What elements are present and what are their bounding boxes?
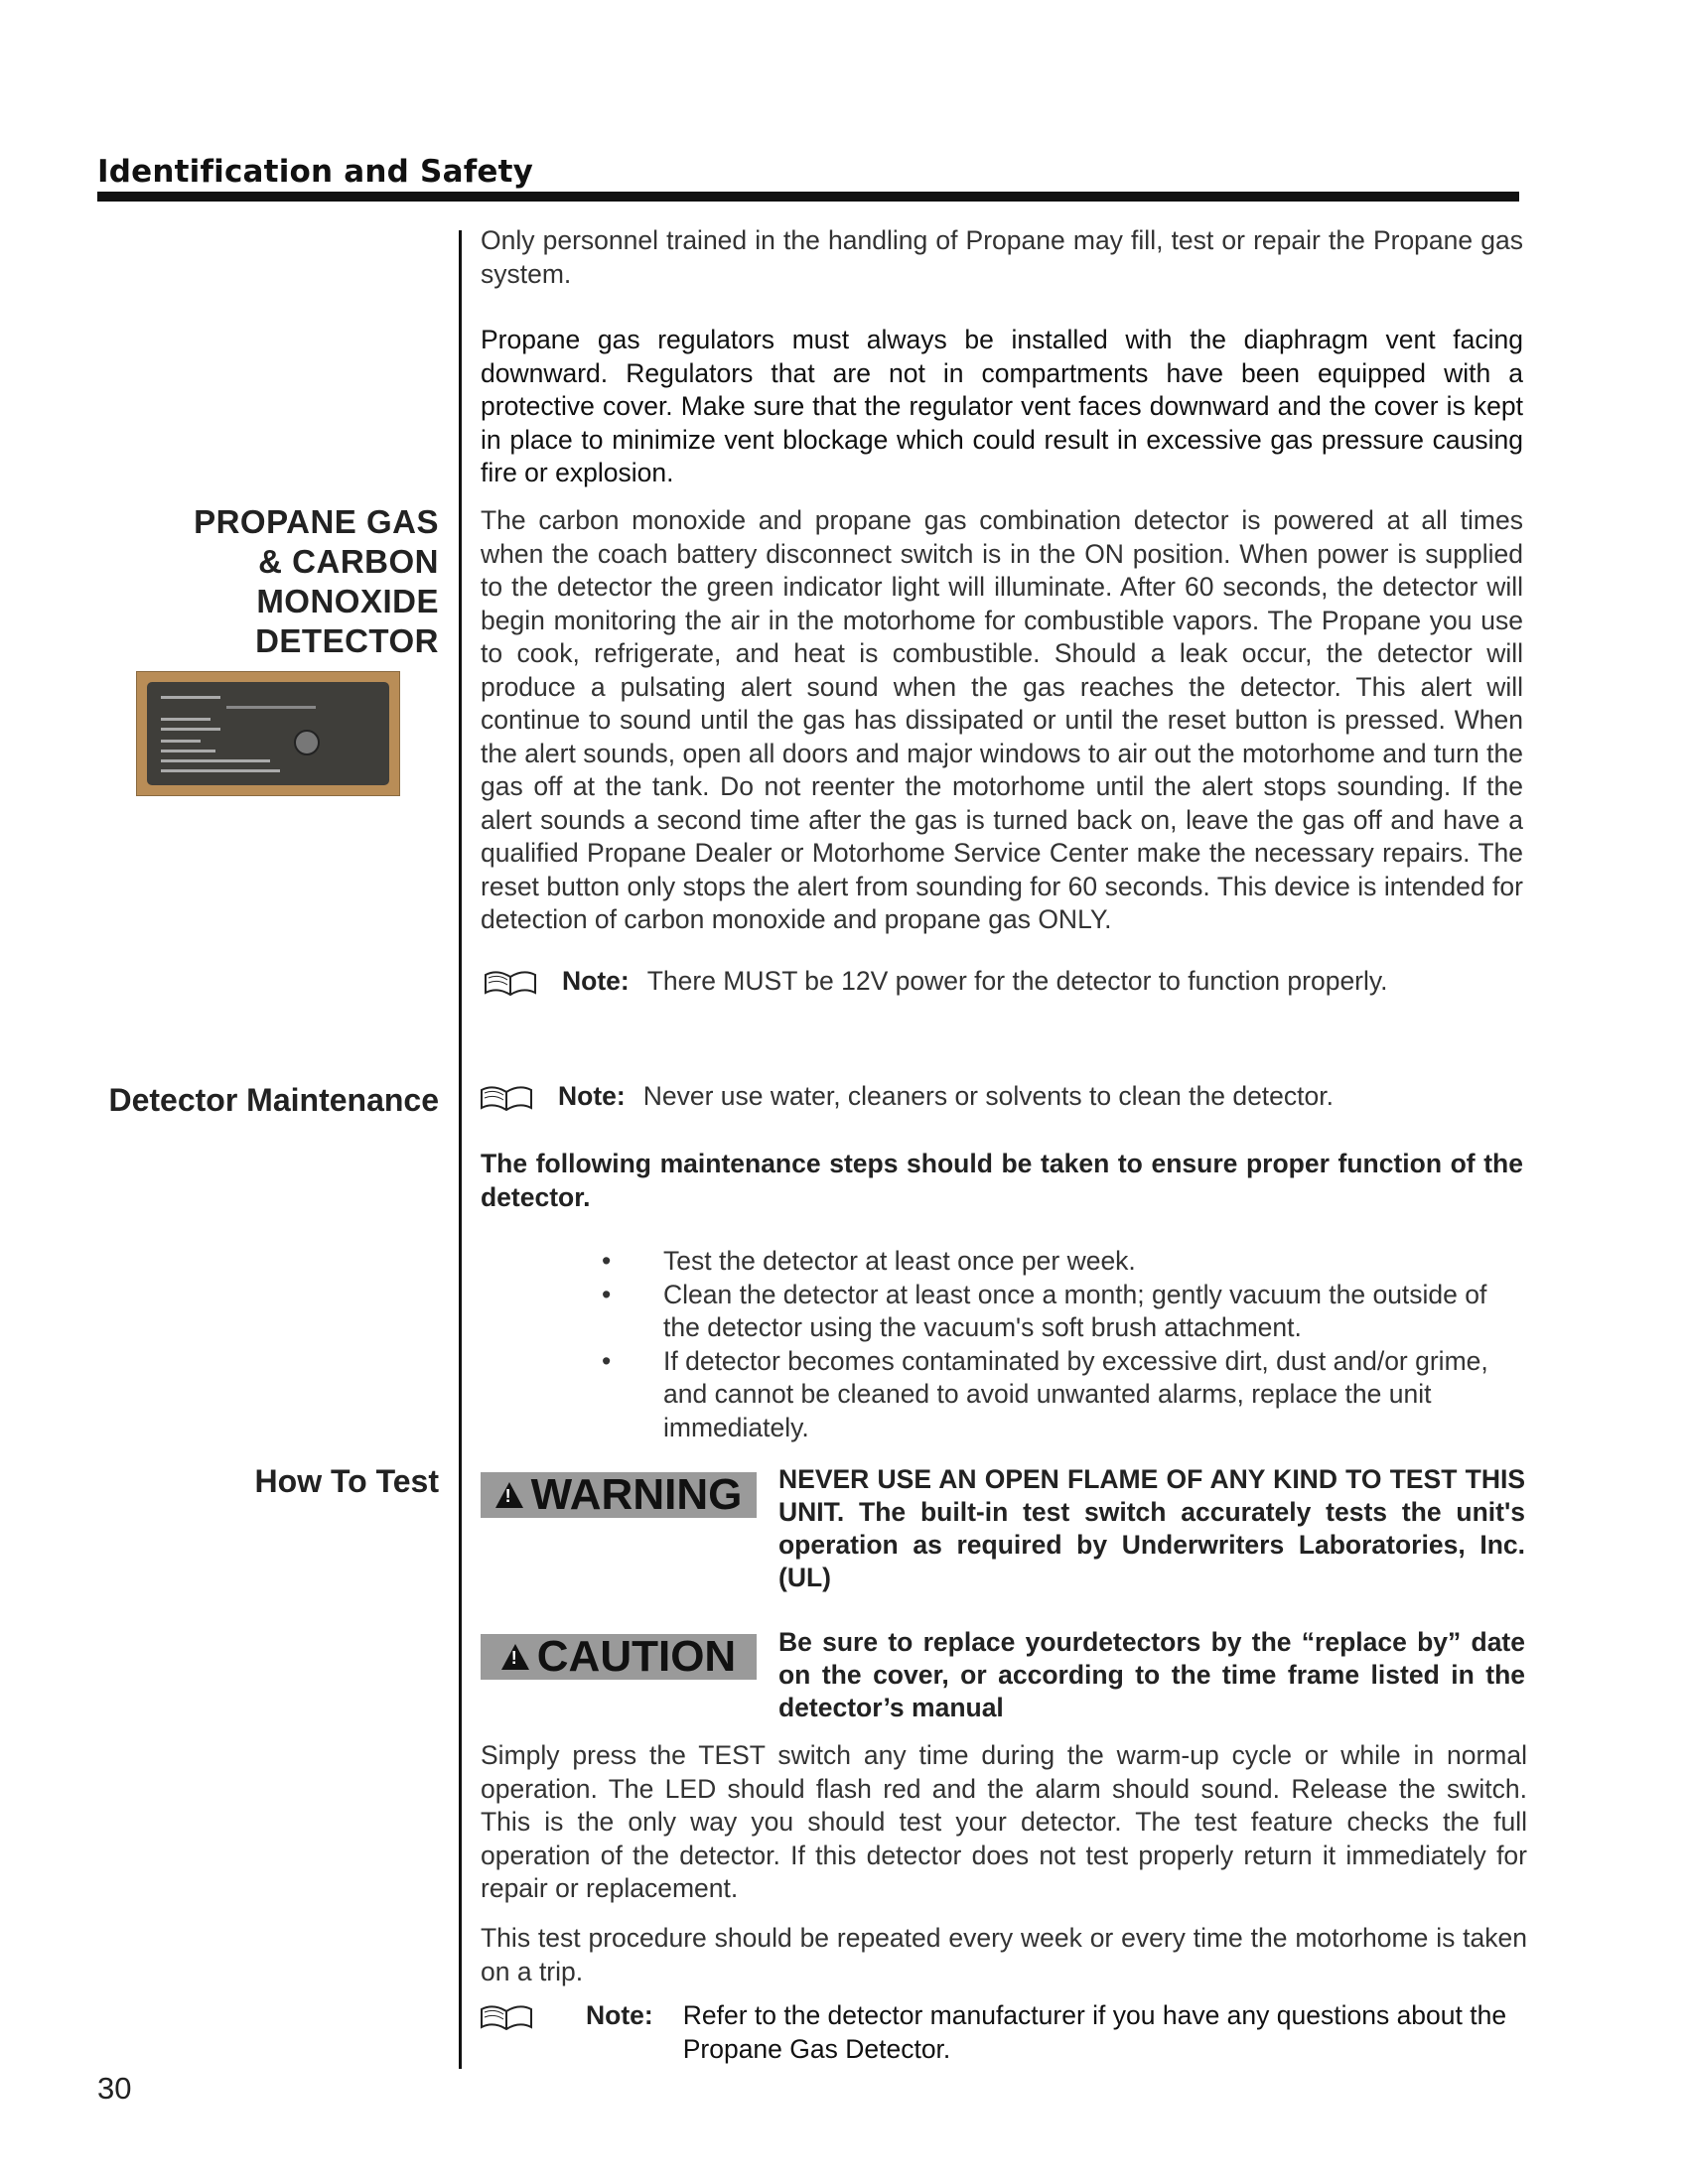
detector-label-line: [161, 728, 220, 731]
warning-text: NEVER USE AN OPEN FLAME OF ANY KIND TO TEST THIS UNIT. The built-in test switch accurately tests the unit's operation as required by Underwriters Laboratories, Inc. (UL): [778, 1464, 1525, 1592]
heading-line: MONOXIDE: [256, 583, 439, 619]
note-label: Note:: [558, 1081, 626, 1111]
note-text: Never use water, cleaners or solvents to clean the detector.: [642, 1081, 1334, 1111]
open-book-icon: [483, 968, 538, 998]
intro-paragraph-2: Propane gas regulators must always be installed with the diaphragm vent facing downward. Regulators that are not in compartments have been equipped with a protective cover. Make sure that the regulator vent faces downward and the cover is kept in place to minimize vent blockage which could result in excessive gas pressure causing fire or explosion.: [481, 325, 1523, 487]
heading-line: & CARBON: [258, 543, 439, 580]
maintenance-steps-list: [596, 1245, 1523, 1444]
list-item: • If detector becomes contaminated by excessive dirt, dust and/or grime, and cannot be cleaned to avoid unwanted alarms, replace the unit immediately.: [596, 1345, 1523, 1445]
list-item: • Test the detector at least once per week.: [596, 1245, 1523, 1279]
test-frequency: This test procedure should be repeated every week or every time the motorhome is taken on a trip.: [481, 1923, 1527, 1986]
detector-label-line: [161, 769, 280, 772]
list-item: • Clean the detector at least once a month; gently vacuum the outside of the detector using the vacuum's soft brush attachment.: [596, 1279, 1523, 1345]
detector-description: The carbon monoxide and propane gas combination detector is powered at all times when the coach battery disconnect switch is in the ON position. When power is supplied to the detector the green indicator light will illuminate. After 60 seconds, the detector will begin monitoring the air in the motorhome for combustible vapors. The Propane you use to cook, refrigerate, and heat is combustible. Should a leak occur, the detector will produce a pulsating alert sound when the gas reaches the detector. This alert will continue to sound until the gas has dissipated or until the reset button is pressed. When the alert sounds, open all doors and major windows to air out the motorhome and turn the gas off at the tank. Do not reenter the motorhome until the alert stops sounding. If the alert sounds a second time after the gas is turned back on, leave the gas off and have a qualified Propane Dealer or Motorhome Service Center make the necessary repairs. The reset button only stops the alert from sounding for 60 seconds. This device is intended for detection of carbon monoxide and propane gas ONLY.: [481, 505, 1523, 934]
detector-photo: [136, 671, 400, 796]
page-header: [97, 154, 1519, 202]
note-label: Note:: [562, 966, 630, 996]
detector-unit-image: [147, 682, 389, 785]
caution-label: CAUTION: [536, 1632, 737, 1681]
how-to-test-heading: How To Test: [254, 1463, 439, 1499]
detector-label-line: [226, 706, 316, 709]
caution-text: Be sure to replace yourdetectors by the “replace by” date on the cover, or according to the time frame listed in the detector’s manual: [778, 1627, 1525, 1722]
note-text: Refer to the detector manufacturer if you have any questions about the Propane Gas Detector.: [682, 2000, 1507, 2064]
manufacturer-note: [479, 1999, 1517, 2066]
column-divider: [459, 230, 462, 2069]
maintenance-intro: The following maintenance steps should be taken to ensure proper function of the detector.: [481, 1149, 1523, 1212]
detector-maintenance-heading: Detector Maintenance: [108, 1082, 439, 1118]
cleaning-note: [479, 1080, 1334, 1114]
note-label: Note:: [586, 2000, 653, 2030]
intro-paragraph-1: Only personnel trained in the handling of Propane may fill, test or repair the Propane gas system.: [481, 225, 1523, 289]
page-title: Identification and Safety: [97, 154, 534, 190]
header-rule: [97, 192, 1519, 202]
power-note: [483, 965, 1388, 999]
open-book-icon: [479, 2002, 534, 2032]
open-book-icon: [479, 1083, 534, 1113]
warning-label: WARNING: [530, 1470, 743, 1519]
detector-label-line: [161, 759, 270, 762]
caution-triangle-icon: [501, 1644, 529, 1670]
propane-detector-heading: [194, 502, 439, 661]
page-number: 30: [97, 2071, 132, 2106]
heading-line: PROPANE GAS: [194, 503, 439, 540]
detector-test-button-image: [294, 730, 320, 755]
test-instructions: Simply press the TEST switch any time during the warm-up cycle or while in normal operation. The LED should flash red and the alarm should sound. Release the switch. This is the only way you should test your detector. The test feature checks the full operation of the detector. If this detector does not test properly return it immediately for repair or replacement.: [481, 1740, 1527, 1903]
warning-badge: [481, 1472, 757, 1518]
note-text: There MUST be 12V power for the detector to function properly.: [646, 966, 1388, 996]
heading-line: DETECTOR: [255, 622, 439, 659]
detector-label-line: [161, 740, 201, 743]
detector-label-line: [161, 750, 215, 752]
warning-triangle-icon: [495, 1482, 523, 1508]
detector-label-line: [161, 718, 211, 721]
detector-label-line: [161, 696, 220, 699]
caution-badge: [481, 1634, 757, 1680]
